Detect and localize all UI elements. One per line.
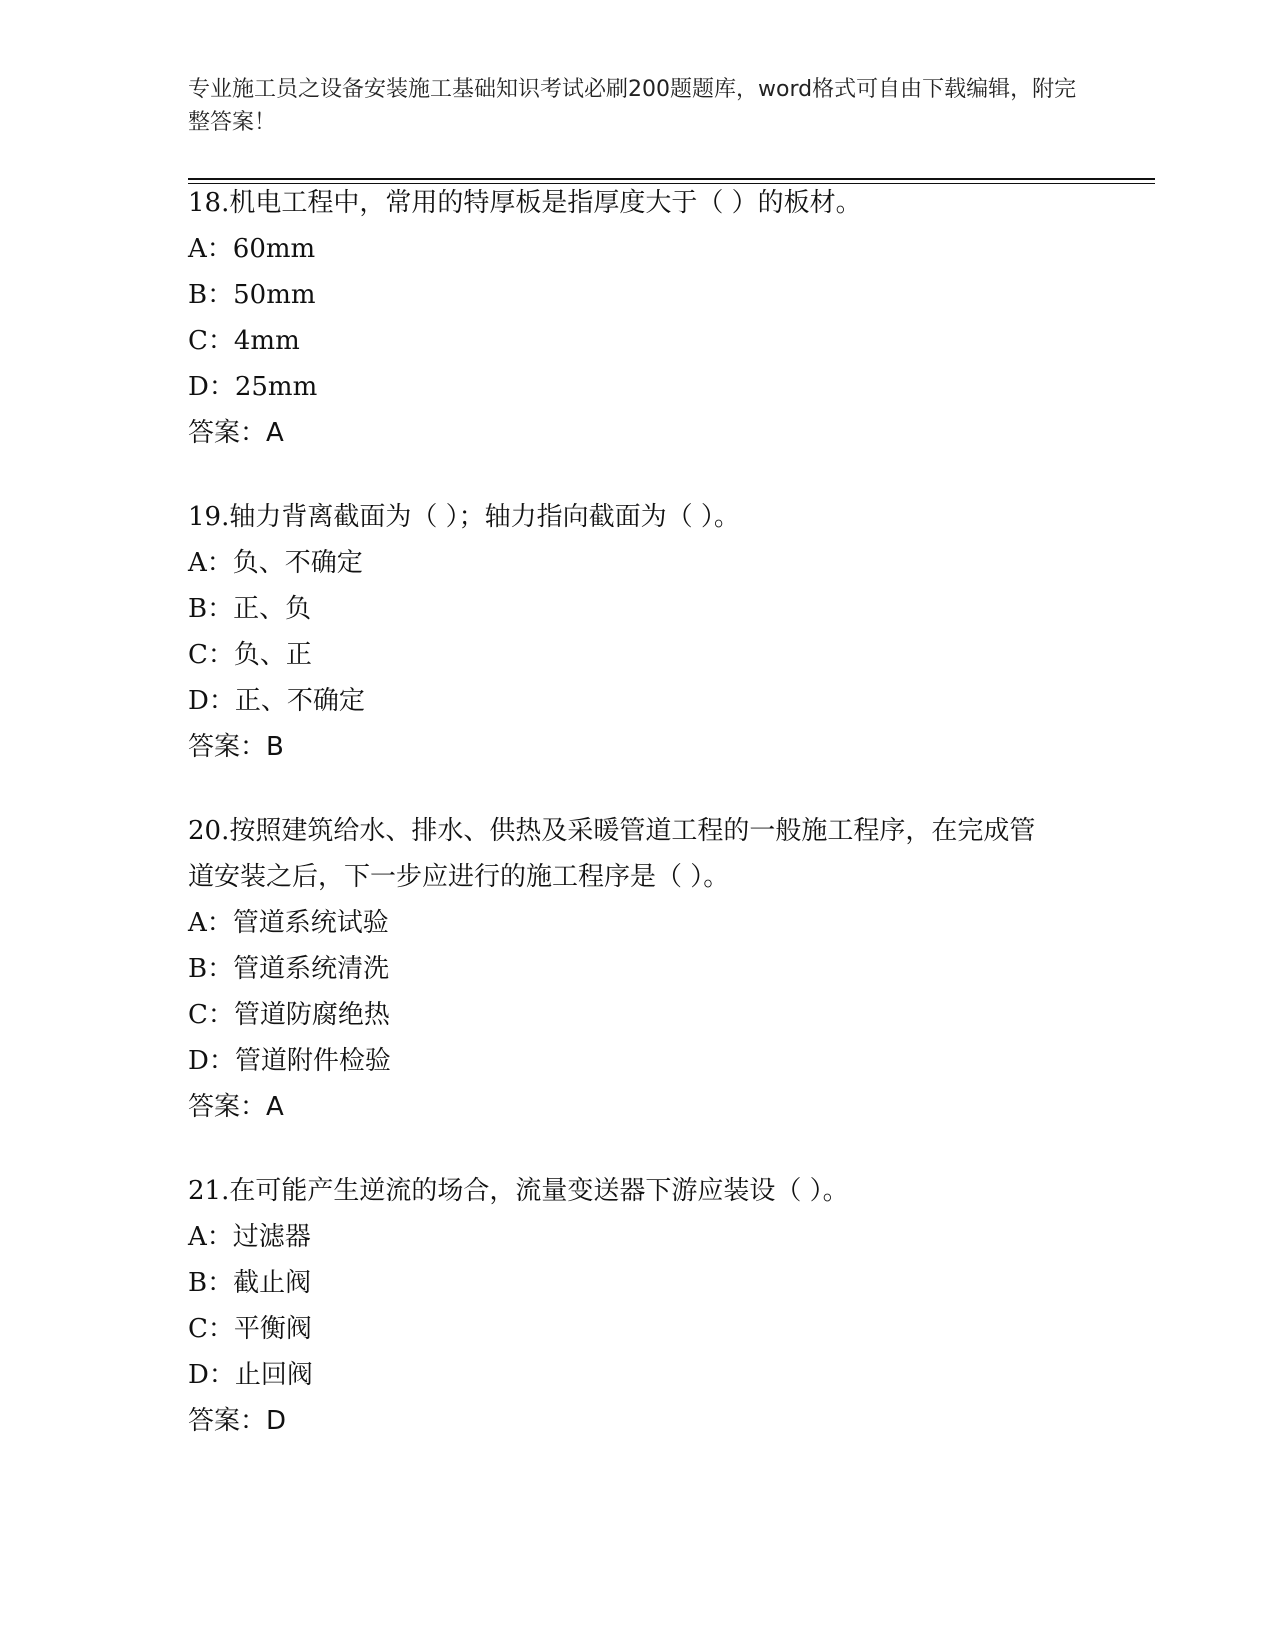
document-header: 专业施工员之设备安装施工基础知识考试必刷200题题库，word格式可自由下载编辑，附完整答案！ <box>188 77 1077 135</box>
answer-label: 答案： <box>188 418 267 448</box>
option-a: A：负、不确定 <box>188 548 363 578</box>
option-d: D：正、不确定 <box>188 686 365 716</box>
option-a: A：60mm <box>188 234 316 264</box>
option-d: D：管道附件检验 <box>188 1046 391 1076</box>
answer-line <box>188 1398 1088 1444</box>
answer-line <box>188 410 1088 456</box>
option-c: C：4mm <box>188 326 300 356</box>
option-a: A：过滤器 <box>188 1222 311 1252</box>
answer-value: A <box>266 418 284 448</box>
question-text: 21.在可能产生逆流的场合，流量变送器下游应装设（ ）。 <box>188 1176 849 1206</box>
option-c: C：管道防腐绝热 <box>188 1000 390 1030</box>
answer-line <box>188 724 1088 770</box>
option-b: B：正、负 <box>188 594 312 624</box>
question-19 <box>188 494 1088 770</box>
answer-value: A <box>266 1092 284 1122</box>
answer-value: B <box>266 732 284 762</box>
question-text: 19.轴力背离截面为（ ）；轴力指向截面为（ ）。 <box>188 502 740 532</box>
question-text: 18.机电工程中，常用的特厚板是指厚度大于（ ）的板材。 <box>188 188 862 218</box>
answer-label: 答案： <box>188 1406 267 1436</box>
answer-label: 答案： <box>188 1092 267 1122</box>
option-b: B：50mm <box>188 280 316 310</box>
answer-label: 答案： <box>188 732 267 762</box>
question-text: 20.按照建筑给水、排水、供热及采暖管道工程的一般施工程序，在完成管道安装之后，下一步应进行的施工程序是（ ）。 <box>188 816 1036 892</box>
option-c: C：平衡阀 <box>188 1314 312 1344</box>
question-18 <box>188 180 1088 456</box>
option-c: C：负、正 <box>188 640 312 670</box>
answer-line <box>188 1084 1088 1130</box>
option-d: D：25mm <box>188 372 318 402</box>
option-d: D：止回阀 <box>188 1360 313 1390</box>
answer-value: D <box>266 1406 287 1436</box>
question-21 <box>188 1168 1088 1444</box>
option-b: B：管道系统清洗 <box>188 954 390 984</box>
option-a: A：管道系统试验 <box>188 908 389 938</box>
option-b: B：截止阀 <box>188 1268 312 1298</box>
question-20 <box>188 808 1088 1130</box>
